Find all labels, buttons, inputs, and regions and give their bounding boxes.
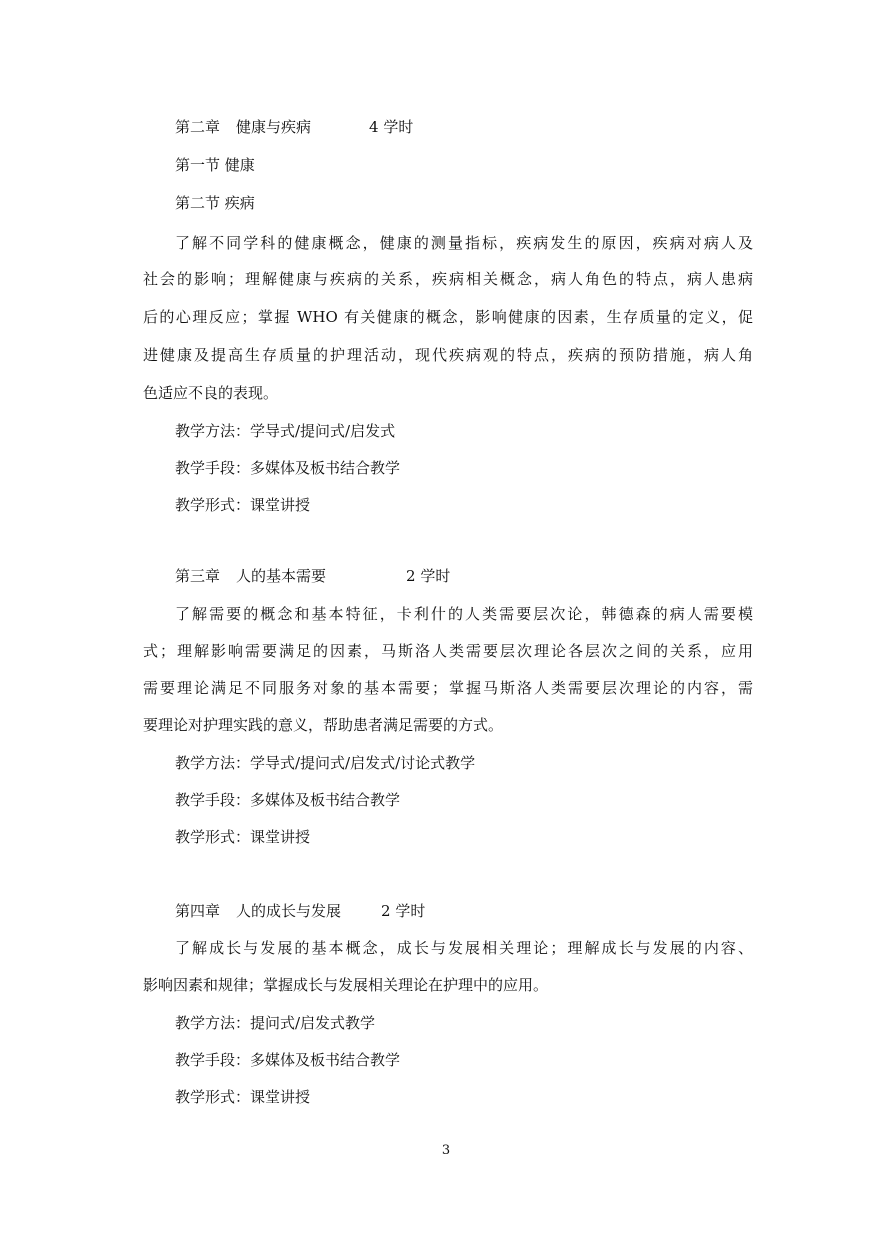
paragraph-line: 要理论对护理实践的意义，帮助患者满足需要的方式。 xyxy=(143,716,504,734)
paragraph-line: 影响因素和规律；掌握成长与发展相关理论在护理中的应用。 xyxy=(143,976,549,994)
teaching-method: 教学方法：学导式/提问式/启发式 xyxy=(175,422,396,440)
page-number: 3 xyxy=(441,1143,451,1158)
teaching-method: 教学方法：提问式/启发式教学 xyxy=(175,1014,376,1032)
teaching-method: 教学方法：学导式/提问式/启发式/讨论式教学 xyxy=(175,754,476,772)
paragraph-line: 进健康及提高生存质量的护理活动，现代疾病观的特点，疾病的预防措施，病人角 xyxy=(143,346,753,364)
teaching-form: 教学形式：课堂讲授 xyxy=(175,496,311,514)
chapter-heading xyxy=(175,566,753,586)
teaching-means: 教学手段：多媒体及板书结合教学 xyxy=(175,791,401,809)
chapter-title: 人的基本需要 xyxy=(236,567,327,585)
chapter-hours: 4 学时 xyxy=(369,118,414,136)
paragraph-line: 了解成长与发展的基本概念，成长与发展相关理论；理解成长与发展的内容、 xyxy=(175,939,753,957)
chapter-number: 第三章 xyxy=(175,567,221,585)
chapter-heading xyxy=(175,117,753,137)
chapter-number: 第二章 xyxy=(175,118,221,136)
paragraph-line: 了解不同学科的健康概念，健康的测量指标，疾病发生的原因，疾病对病人及 xyxy=(175,234,753,252)
chapter-number: 第四章 xyxy=(175,902,221,920)
chapter-title: 人的成长与发展 xyxy=(236,902,342,920)
chapter-hours: 2 学时 xyxy=(406,567,451,585)
chapter-title: 健康与疾病 xyxy=(236,118,312,136)
paragraph-line: 后的心理反应；掌握 WHO 有关健康的概念，影响健康的因素，生存质量的定义，促 xyxy=(143,308,753,326)
teaching-means: 教学手段：多媒体及板书结合教学 xyxy=(175,459,401,477)
paragraph-line: 社会的影响；理解健康与疾病的关系，疾病相关概念，病人角色的特点，病人患病 xyxy=(143,270,753,288)
paragraph-line: 色适应不良的表现。 xyxy=(143,384,279,402)
paragraph-line: 了解需要的概念和基本特征，卡利什的人类需要层次论，韩德森的病人需要模 xyxy=(175,605,753,623)
teaching-form: 教学形式：课堂讲授 xyxy=(175,1088,311,1106)
teaching-means: 教学手段：多媒体及板书结合教学 xyxy=(175,1051,401,1069)
chapter-hours: 2 学时 xyxy=(381,902,426,920)
section-heading: 第一节 健康 xyxy=(175,156,255,174)
section-heading: 第二节 疾病 xyxy=(175,194,255,212)
teaching-form: 教学形式：课堂讲授 xyxy=(175,828,311,846)
chapter-heading xyxy=(175,901,753,921)
paragraph-line: 需要理论满足不同服务对象的基本需要；掌握马斯洛人类需要层次理论的内容，需 xyxy=(143,679,753,697)
paragraph-line: 式；理解影响需要满足的因素，马斯洛人类需要层次理论各层次之间的关系，应用 xyxy=(143,642,753,660)
